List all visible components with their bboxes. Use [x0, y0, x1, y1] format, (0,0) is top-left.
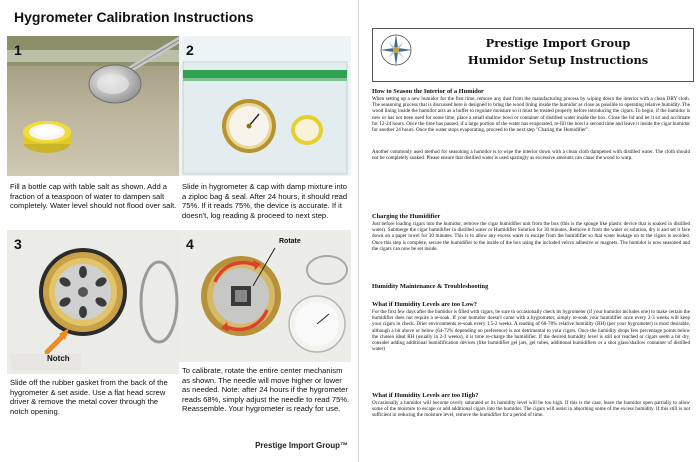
section-paragraph: When setting up a new humidor for the first time, remove any dust from the manufacturing process by wiping down the interior with a clean DRY cloth. The seasoning process that is discussed here is designed to bring the wood lining inside the humidor as close as possible to operating relative humidity. The wood lining inside the humidor acts as a buffer to regulate moisture so it must be treated properly before introducing the cigars. To begin, if the humidor is new or has not been used for some time, place a small shallow bowl or container of distilled water inside the box. Close the lid and let it sit and acclimate for 12-24 hours. Once the time has passed, if a large portion of the water has evaporated, re-fill the bowl a second time and leave it inside the cigar humidor for another 24 hours. Once the water stops evaporating, proceed to the next step "Charing the Humidifier".: [372, 96, 690, 134]
step-4-panel: [179, 230, 351, 430]
section-paragraph: Just before loading cigars into the humidor, remove the cigar humidifier unit from the box (this is the sponge like plastic device that is soaked in distilled water). Submerge the cigar humidifier in distilled water or Humidifier Solution for 30 minutes. Remove it from the water or solution, dry it and set it face down on a paper towel for 30 minutes. This is to allow any excess water to escape from the humidifier so that water leakage on to the cigars is avoided. Once this step is complete, secure the humidifier to the inside of the box using the included velcro adhesive or magnets. The humidor is now seasoned and the cigars can now be set inside.: [372, 221, 690, 252]
ziploc-bag-photo: [179, 36, 351, 176]
calibration-title: Hygrometer Calibration Instructions: [14, 9, 254, 25]
notch-callout: Notch: [47, 354, 70, 363]
rotate-callout: Rotate: [279, 238, 301, 245]
section-heading: What if Humidity Levels are too Low?: [372, 301, 477, 308]
step-caption: Slide in hygrometer & cap with damp mixture into a ziploc bag & seal. After 24 hours, it should read 75%. If it reads 75%, the device is accurate. If it doesn't, log reading & proceed to next step.: [182, 182, 348, 220]
company-name: Prestige Import Group: [485, 36, 631, 50]
brand-footer: Prestige Import Group™: [255, 441, 348, 450]
step-caption: To calibrate, rotate the entire center mechanism as shown. The needle will move higher or lower as needed. Note: after 24 hours if the hygrometer reads 68%, simply adjust the needle to read 75%. Reassemble. Your hygrometer is ready for use.: [182, 366, 350, 414]
hygrometer-back-photo: [7, 230, 179, 374]
section-paragraph: Another commonly used method for seasoning a humidor is to wipe the interior down with a clean cloth dampened with distilled water. The cloth should not be completely soaked. Please ensure that distilled water is used sparingly as excessive amounts can cause the wood to warp.: [372, 149, 690, 162]
document-title: Humidor Setup Instructions: [467, 53, 649, 67]
step-caption: Fill a bottle cap with table salt as shown. Add a fraction of a teaspoon of water to dampen salt completely. Water level should not flood over salt.: [10, 182, 177, 211]
step-number: 2: [186, 42, 194, 58]
section-paragraph: For the first few days after the humidor is filled with cigars, be sure to occasionally check its hygrometer (if your humidor includes one) to make certain the humidifier does not require a re-soak. If your humidor doesn't come with a hygrometer, simply re-soak your humidifier once every 2-3 weeks will keep your cigars in check. Drier environments re-soak every 1.5-2 weeks. A reading of 68-78% relative humidity (RH) (per your hygrometer) is most desirable, although a bit above or below (64-72% depending on preference) is not detrimental to your cigars. Once the humidity drops few percentage points below the chosen ideal RH (usually in 2-3 weeks), it is time re-charge the humidifier. If the desired humidity level is still not reached or cigars seem a bit dry, consider adding additional humidification devices (like humidifier gel jars, gel tubes, additional humidifiers or a shot glass/shallow container of distilled water): [372, 309, 690, 353]
step-3-panel: [7, 230, 179, 430]
section-paragraph: Occasionally a humidor will become overly saturated or its humidity level will be too high. If this is the case, leave the humidor open partially to allow some of the moisture to escape or add additional cigars into the humidor. The cigars will assist in absorbing some of the excess humidity. If this still is not sufficient in reducing the moisture level, remove the humidifier for a period of time.: [372, 400, 690, 419]
salt-cap-photo: [7, 36, 179, 176]
setup-instructions-page: [360, 0, 700, 462]
step-2-panel: [179, 36, 351, 236]
compass-star-logo: [379, 33, 413, 67]
section-heading: Humidity Maintenance & Troubleshooting: [372, 283, 489, 290]
header-box: [372, 28, 694, 82]
step-caption: Slide off the rubber gasket from the back of the hygrometer & set aside. Use a flat head screw driver & remove the metal cover through the notch opening.: [10, 378, 168, 416]
step-number: 3: [14, 236, 22, 252]
section-heading: How to Season the Interior of a Humidor: [372, 88, 484, 95]
section-heading: Charging the Humidifier: [372, 213, 441, 220]
step-number: 1: [14, 42, 22, 58]
rotate-mechanism-photo: [179, 230, 351, 362]
section-heading: What if Humidity Levels are too High?: [372, 392, 479, 399]
step-number: 4: [186, 236, 194, 252]
step-1-panel: [7, 36, 179, 236]
page-divider: [358, 0, 359, 462]
